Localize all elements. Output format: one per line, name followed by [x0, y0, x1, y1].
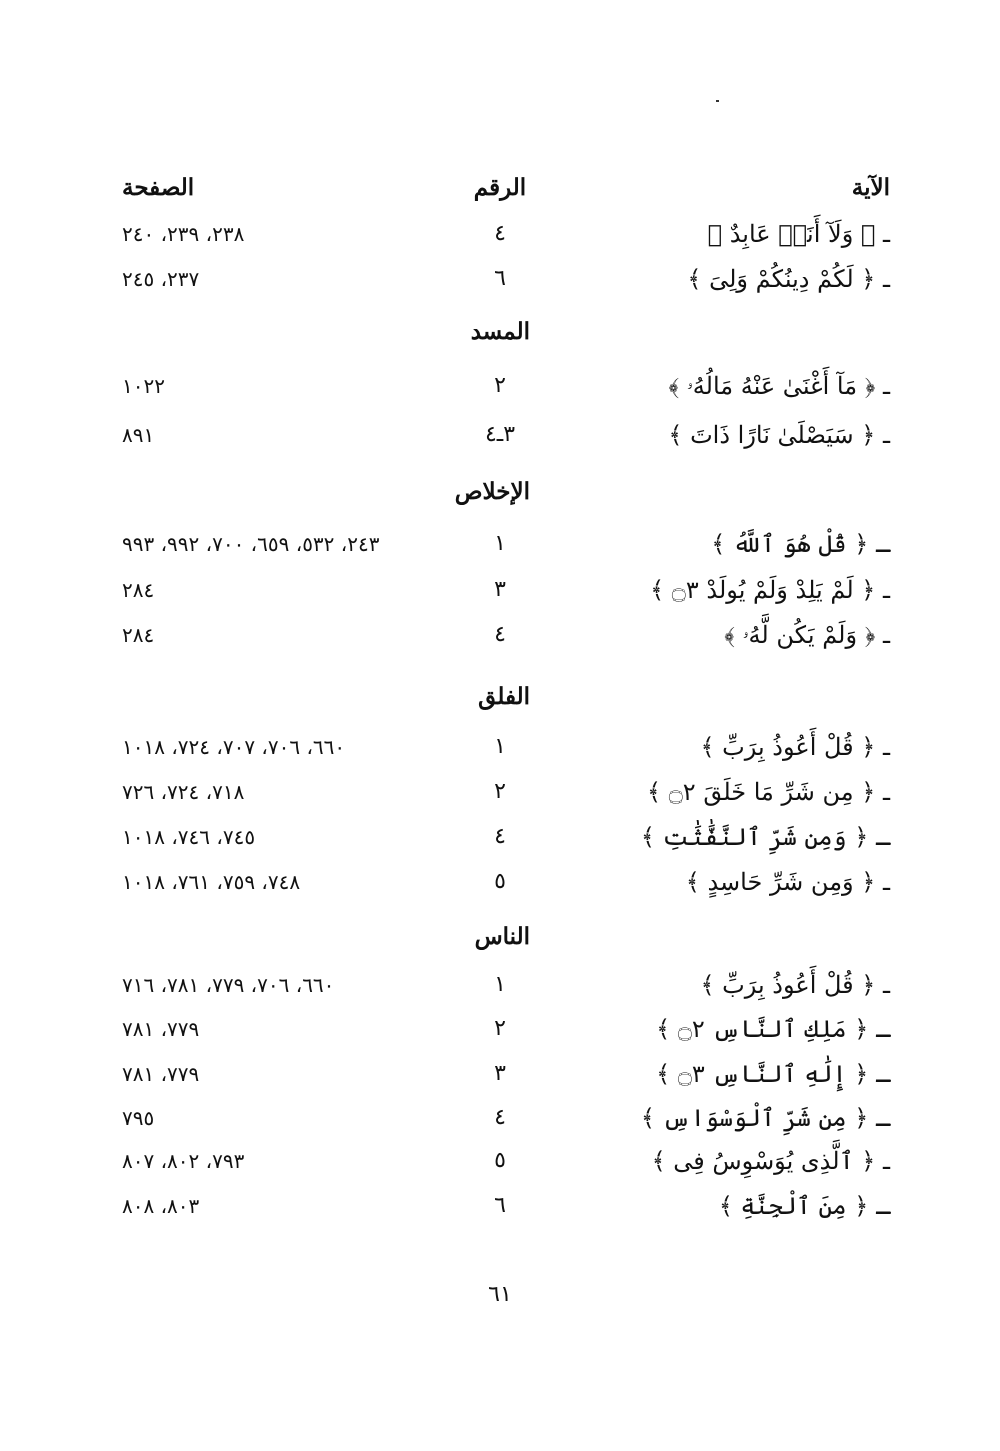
number-cell: ٤ — [494, 1105, 506, 1130]
number-cell: ٢ — [494, 779, 506, 804]
table-row — [0, 522, 1000, 566]
table-row — [0, 257, 1000, 301]
pages-cell: ٧٤٨، ٧٥٩، ٧٦١، ١٠١٨ — [122, 870, 301, 894]
table-row — [0, 568, 1000, 612]
number-cell: ١ — [494, 531, 506, 556]
table-row — [0, 770, 1000, 814]
surah-title: الفلق — [478, 683, 530, 710]
table-row — [0, 1184, 1000, 1228]
table-row — [0, 1007, 1000, 1051]
number-cell: ١ — [494, 734, 506, 759]
table-row — [0, 212, 1000, 256]
verse-cell: ـ ﴿ لَكُمْ دِينُكُمْ وَلِىَ ﴾ — [687, 265, 890, 293]
verse-cell: ـ ﴿ ٱلَّذِى يُوَسْوِسُ فِى ﴾ — [651, 1147, 890, 1175]
number-cell: ٦ — [494, 1193, 506, 1218]
verse-cell: ـ ﴿ إِلَٰهِ ٱلنَّاسِ ۝٣ ﴾ — [656, 1060, 890, 1088]
number-cell: ٤ — [494, 622, 506, 647]
table-header — [0, 166, 1000, 210]
pages-cell: ٧٧٩، ٧٨١ — [122, 1062, 200, 1086]
verse-cell: ـ ﴿ قُلْ أَعُوذُ بِرَبِّ ﴾ — [700, 733, 890, 761]
pages-cell: ٢٨٤ — [122, 623, 155, 647]
pages-cell: ٧٩٥ — [122, 1106, 155, 1130]
number-cell: ٣ — [494, 1061, 506, 1086]
pages-cell: ٧٤٥، ٧٤٦، ١٠١٨ — [122, 825, 256, 849]
number-cell: ٢ — [494, 373, 506, 398]
verse-cell: ـ ﴿ وَمِن شَرِّ حَاسِدٍ ﴾ — [685, 868, 890, 896]
page-number: ٦١ — [488, 1282, 512, 1307]
pages-cell: ٦٦٠، ٧٠٦، ٧٠٧، ٧٢٤، ١٠١٨ — [122, 735, 346, 759]
table-row — [0, 1139, 1000, 1183]
page-speck — [716, 100, 719, 102]
verse-cell: ـ ﴿ مَآ أَغْنَىٰ عَنْهُ مَالُهُۥ ﴾ — [668, 372, 890, 400]
header-verse: الآية — [851, 174, 890, 201]
verse-cell: ـ ﴿ سَيَصْلَىٰ نَارًا ذَاتَ ﴾ — [668, 421, 890, 449]
pages-cell: ٧٧٩، ٧٨١ — [122, 1017, 200, 1041]
number-cell: ٦ — [494, 266, 506, 291]
pages-cell: ٨٩١ — [122, 423, 155, 447]
verse-cell: ـ ﴿ مِن شَرِّ مَا خَلَقَ ۝٢ ﴾ — [647, 778, 890, 806]
table-row — [0, 613, 1000, 657]
verse-cell: ـ ﴿ وَلَآ أَنَا۠ عَابِدٌ ﴾ — [707, 220, 890, 248]
table-row — [0, 1096, 1000, 1140]
table-row — [0, 1052, 1000, 1096]
verse-cell: ـ ﴿ لَمْ يَلِدْ وَلَمْ يُولَدْ ۝٣ ﴾ — [650, 576, 890, 604]
number-cell: ١ — [494, 972, 506, 997]
header-number: الرقم — [473, 174, 527, 201]
verse-cell: ـ ﴿ وَلَمْ يَكُن لَّهُۥ ﴾ — [724, 621, 890, 649]
pages-cell: ٢٤٣، ٥٣٢، ٦٥٩، ٧٠٠، ٩٩٢، ٩٩٣ — [122, 532, 380, 556]
verse-cell: ـ ﴿ وَمِن شَرِّ ٱلنَّفَّٰثَٰتِ ﴾ — [640, 823, 890, 851]
verse-cell: ـ ﴿ قُلْ أَعُوذُ بِرَبِّ ﴾ — [700, 971, 890, 999]
header-pages: الصفحة — [122, 174, 195, 201]
number-cell: ٣ـ٤ — [484, 422, 516, 447]
pages-cell: ٢٣٧، ٢٤٥ — [122, 267, 200, 291]
number-cell: ٥ — [494, 1148, 506, 1173]
verse-cell: ـ ﴿ مِن شَرِّ ٱلْوَسْوَاسِ ﴾ — [640, 1104, 890, 1132]
pages-cell: ٢٨٤ — [122, 578, 155, 602]
number-cell: ٢ — [494, 1016, 506, 1041]
surah-title: المسد — [470, 318, 530, 345]
number-cell: ٥ — [494, 869, 506, 894]
table-row — [0, 413, 1000, 457]
verse-cell: ـ ﴿ مَلِكِ ٱلنَّاسِ ۝٢ ﴾ — [656, 1015, 890, 1043]
number-cell: ٤ — [494, 824, 506, 849]
verse-cell: ـ ﴿ مِنَ ٱلْجِنَّةِ ﴾ — [718, 1192, 890, 1220]
pages-cell: ٦٦٠، ٧٠٦، ٧٧٩، ٧٨١، ٧١٦ — [122, 973, 335, 997]
table-row — [0, 963, 1000, 1007]
pages-cell: ٢٣٨، ٢٣٩، ٢٤٠ — [122, 222, 245, 246]
pages-cell: ١٠٢٢ — [122, 374, 165, 398]
surah-title: الإخلاص — [454, 478, 530, 505]
table-row — [0, 815, 1000, 859]
table-row — [0, 860, 1000, 904]
pages-cell: ٨٠٣، ٨٠٨ — [122, 1194, 200, 1218]
number-cell: ٤ — [494, 221, 506, 246]
surah-title: الناس — [474, 923, 530, 950]
number-cell: ٣ — [494, 577, 506, 602]
pages-cell: ٧٩٣، ٨٠٢، ٨٠٧ — [122, 1149, 245, 1173]
table-row — [0, 364, 1000, 408]
verse-cell: ـ ﴿ قُلْ هُوَ ٱللَّهُ ﴾ — [711, 530, 890, 558]
table-row — [0, 725, 1000, 769]
pages-cell: ٧١٨، ٧٢٤، ٧٢٦ — [122, 780, 245, 804]
